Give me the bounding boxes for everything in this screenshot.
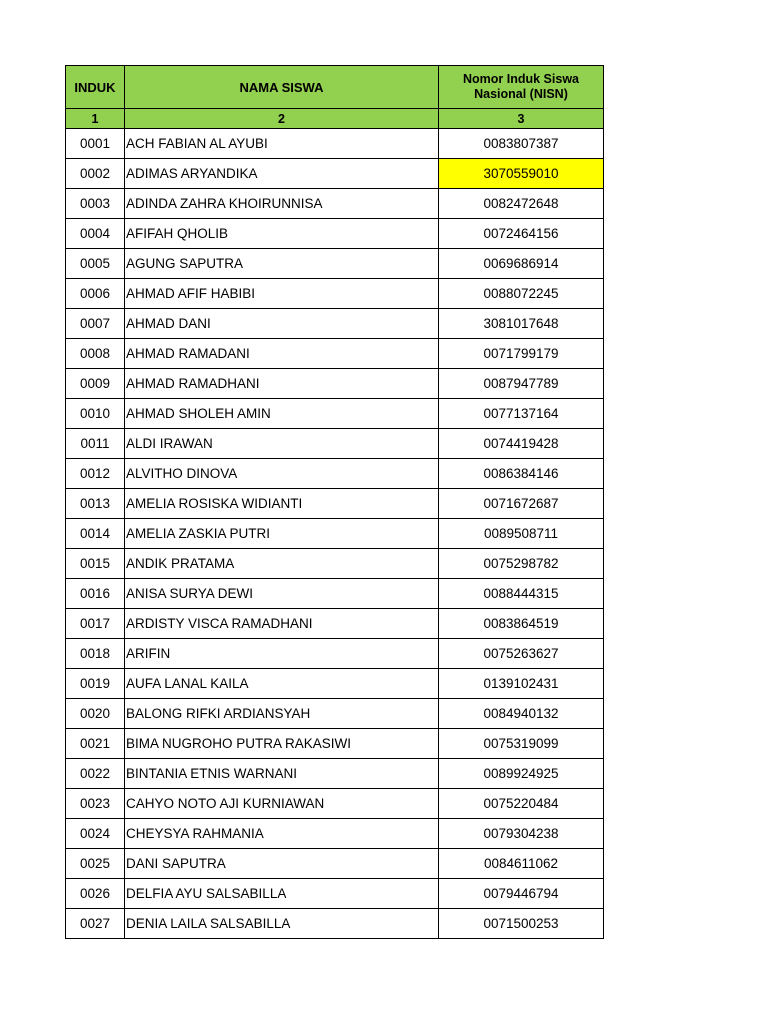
nama-cell[interactable]: AHMAD SHOLEH AMIN: [125, 399, 439, 429]
nisn-cell[interactable]: 0083807387: [439, 129, 604, 159]
header-row: [66, 66, 604, 109]
table-row: [66, 669, 604, 699]
table-row: [66, 339, 604, 369]
nama-cell[interactable]: AUFA LANAL KAILA: [125, 669, 439, 699]
induk-cell[interactable]: 0002: [66, 159, 125, 189]
nisn-cell[interactable]: 0089508711: [439, 519, 604, 549]
induk-cell[interactable]: 0019: [66, 669, 125, 699]
nama-cell[interactable]: ALVITHO DINOVA: [125, 459, 439, 489]
nisn-cell[interactable]: 0075319099: [439, 729, 604, 759]
table-row: [66, 219, 604, 249]
table-row: [66, 639, 604, 669]
header-induk[interactable]: INDUK: [66, 66, 125, 109]
nisn-cell[interactable]: 0075263627: [439, 639, 604, 669]
table-row: [66, 729, 604, 759]
nama-cell[interactable]: AHMAD AFIF HABIBI: [125, 279, 439, 309]
table-row: [66, 459, 604, 489]
induk-cell[interactable]: 0013: [66, 489, 125, 519]
table-row: [66, 249, 604, 279]
nama-cell[interactable]: AMELIA ROSISKA WIDIANTI: [125, 489, 439, 519]
nisn-cell[interactable]: 0079446794: [439, 879, 604, 909]
nama-cell[interactable]: CHEYSYA RAHMANIA: [125, 819, 439, 849]
nisn-cell[interactable]: 0083864519: [439, 609, 604, 639]
nama-cell[interactable]: BIMA NUGROHO PUTRA RAKASIWI: [125, 729, 439, 759]
induk-cell[interactable]: 0025: [66, 849, 125, 879]
nisn-cell[interactable]: 0086384146: [439, 459, 604, 489]
table-row: [66, 759, 604, 789]
nama-cell[interactable]: CAHYO NOTO AJI KURNIAWAN: [125, 789, 439, 819]
induk-cell[interactable]: 0015: [66, 549, 125, 579]
induk-cell[interactable]: 0017: [66, 609, 125, 639]
nama-cell[interactable]: ALDI IRAWAN: [125, 429, 439, 459]
nama-cell[interactable]: AHMAD DANI: [125, 309, 439, 339]
induk-cell[interactable]: 0012: [66, 459, 125, 489]
nisn-cell[interactable]: 0077137164: [439, 399, 604, 429]
nama-cell[interactable]: AHMAD RAMADANI: [125, 339, 439, 369]
table-row: [66, 909, 604, 939]
student-table: [65, 65, 604, 939]
nisn-cell[interactable]: 0071672687: [439, 489, 604, 519]
table-row: [66, 879, 604, 909]
nisn-cell[interactable]: 0071799179: [439, 339, 604, 369]
nama-cell[interactable]: AMELIA ZASKIA PUTRI: [125, 519, 439, 549]
column-number-2[interactable]: 2: [125, 109, 439, 129]
nisn-cell[interactable]: 0082472648: [439, 189, 604, 219]
nama-cell[interactable]: DENIA LAILA SALSABILLA: [125, 909, 439, 939]
induk-cell[interactable]: 0004: [66, 219, 125, 249]
induk-cell[interactable]: 0014: [66, 519, 125, 549]
table-row: [66, 129, 604, 159]
nama-cell[interactable]: BALONG RIFKI ARDIANSYAH: [125, 699, 439, 729]
induk-cell[interactable]: 0006: [66, 279, 125, 309]
nama-cell[interactable]: BINTANIA ETNIS WARNANI: [125, 759, 439, 789]
nama-cell[interactable]: ADIMAS ARYANDIKA: [125, 159, 439, 189]
induk-cell[interactable]: 0011: [66, 429, 125, 459]
induk-cell[interactable]: 0023: [66, 789, 125, 819]
nama-cell[interactable]: ARDISTY VISCA RAMADHANI: [125, 609, 439, 639]
header-nisn[interactable]: Nomor Induk Siswa Nasional (NISN): [439, 66, 604, 109]
nama-cell[interactable]: DELFIA AYU SALSABILLA: [125, 879, 439, 909]
nisn-cell[interactable]: 0075298782: [439, 549, 604, 579]
induk-cell[interactable]: 0027: [66, 909, 125, 939]
table-row: [66, 609, 604, 639]
nama-cell[interactable]: ARIFIN: [125, 639, 439, 669]
nisn-cell[interactable]: 0084611062: [439, 849, 604, 879]
nisn-cell[interactable]: 0069686914: [439, 249, 604, 279]
induk-cell[interactable]: 0008: [66, 339, 125, 369]
table-row: [66, 279, 604, 309]
nisn-cell[interactable]: 0088072245: [439, 279, 604, 309]
induk-cell[interactable]: 0018: [66, 639, 125, 669]
nama-cell[interactable]: ANDIK PRATAMA: [125, 549, 439, 579]
table-row: [66, 189, 604, 219]
nisn-cell[interactable]: 3070559010: [439, 159, 604, 189]
table-row: [66, 549, 604, 579]
nama-cell[interactable]: AGUNG SAPUTRA: [125, 249, 439, 279]
induk-cell[interactable]: 0022: [66, 759, 125, 789]
table-row: [66, 369, 604, 399]
nisn-cell[interactable]: 0089924925: [439, 759, 604, 789]
nisn-cell[interactable]: 0084940132: [439, 699, 604, 729]
table-row: [66, 579, 604, 609]
nisn-cell[interactable]: 0087947789: [439, 369, 604, 399]
table-header: [66, 66, 604, 129]
nisn-cell[interactable]: 3081017648: [439, 309, 604, 339]
column-number-1[interactable]: 1: [66, 109, 125, 129]
table-row: [66, 849, 604, 879]
table-row: [66, 399, 604, 429]
induk-cell[interactable]: 0024: [66, 819, 125, 849]
table-row: [66, 519, 604, 549]
table-row: [66, 489, 604, 519]
column-number-row: [66, 109, 604, 129]
induk-cell[interactable]: 0020: [66, 699, 125, 729]
nisn-cell[interactable]: 0072464156: [439, 219, 604, 249]
nisn-cell[interactable]: 0079304238: [439, 819, 604, 849]
nisn-cell[interactable]: 0071500253: [439, 909, 604, 939]
nisn-cell[interactable]: 0088444315: [439, 579, 604, 609]
table-row: [66, 159, 604, 189]
table-row: [66, 429, 604, 459]
nisn-cell[interactable]: 0139102431: [439, 669, 604, 699]
nama-cell[interactable]: ACH FABIAN AL AYUBI: [125, 129, 439, 159]
nama-cell[interactable]: ADINDA ZAHRA KHOIRUNNISA: [125, 189, 439, 219]
induk-cell[interactable]: 0001: [66, 129, 125, 159]
column-number-3[interactable]: 3: [439, 109, 604, 129]
induk-cell[interactable]: 0016: [66, 579, 125, 609]
table-row: [66, 789, 604, 819]
nama-cell[interactable]: AHMAD RAMADHANI: [125, 369, 439, 399]
table-row: [66, 819, 604, 849]
induk-cell[interactable]: 0009: [66, 369, 125, 399]
induk-cell[interactable]: 0007: [66, 309, 125, 339]
induk-cell[interactable]: 0005: [66, 249, 125, 279]
table-body: [66, 129, 604, 939]
table-row: [66, 699, 604, 729]
header-nama[interactable]: NAMA SISWA: [125, 66, 439, 109]
nama-cell[interactable]: AFIFAH QHOLIB: [125, 219, 439, 249]
nama-cell[interactable]: DANI SAPUTRA: [125, 849, 439, 879]
nisn-cell[interactable]: 0075220484: [439, 789, 604, 819]
induk-cell[interactable]: 0026: [66, 879, 125, 909]
nisn-cell[interactable]: 0074419428: [439, 429, 604, 459]
induk-cell[interactable]: 0010: [66, 399, 125, 429]
table-row: [66, 309, 604, 339]
induk-cell[interactable]: 0021: [66, 729, 125, 759]
nama-cell[interactable]: ANISA SURYA DEWI: [125, 579, 439, 609]
induk-cell[interactable]: 0003: [66, 189, 125, 219]
